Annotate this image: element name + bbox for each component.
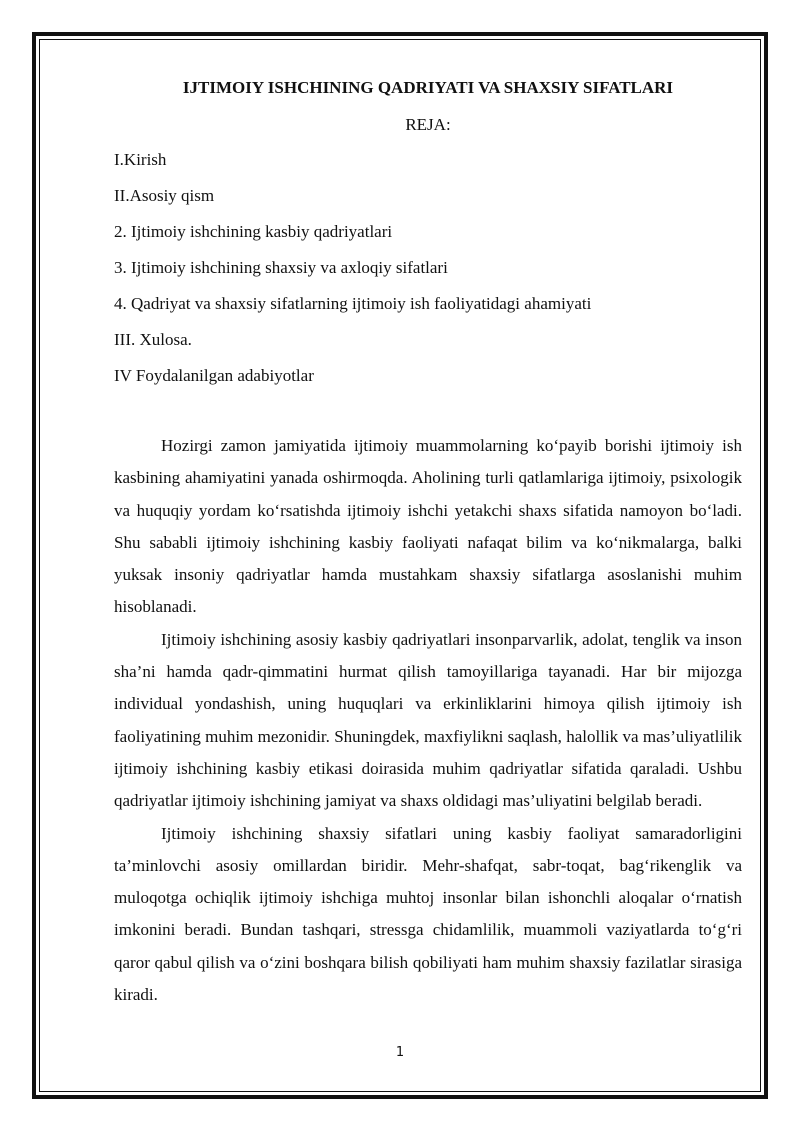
outline-item: II.Asosiy qism	[114, 186, 215, 205]
paragraph: Ijtimoiy ishchining asosiy kasbiy qadriyatlari insonparvarlik, adolat, tenglik va inson sha’ni hamda qadr-qimmatini hurmat qilish tamoyillariga tayanadi. Har bir mijozga individual yondashish, uning huquqlari va erkinliklarini himoya qilish ijtimoiy ish faoliyatining muhim mezonidir. Shuningdek, maxfiylikni saqlash, halollik va mas’uliyatlilik ijtimoiy ishchining kasbiy etikasi doirasida muhim qadriyatlar sifatida qaraladi. Ushbu qadriyatlar ijtimoiy ishchining jamiyat va shaxs oldidagi mas’uliyatini belgilab beradi.	[114, 629, 742, 811]
outline-item: 4. Qadriyat va shaxsiy sifatlarning ijtimoiy ish faoliyatidagi ahamiyati	[114, 294, 592, 313]
outline-item: III. Xulosa.	[114, 330, 192, 349]
paragraph: Hozirgi zamon jamiyatida ijtimoiy muammolarning ko‘payib borishi ijtimoiy ish kasbining ahamiyatini yanada oshirmoqda. Aholining turli qatlamlariga ijtimoiy, psixologik va huquqiy yordam ko‘rsatishda ijtimoiy ishchi yetakchi shaxs sifatida namoyon bo‘ladi. Shu sababli ijtimoiy ishchining kasbiy faoliyati nafaqat bilim va ko‘nikmalarga, balki yuksak insoniy qadriyatlar hamda mustahkam shaxsiy sifatlarga asoslanishi muhim hisoblanadi.	[114, 436, 742, 617]
paragraph: Ijtimoiy ishchining shaxsiy sifatlari uning kasbiy faoliyat samaradorligini ta’minlovchi asosiy omillardan biridir. Mehr-shafqat, sabr-toqat, bag‘rikenglik va muloqotga ochiqlik ijtimoiy ishchiga muhtoj insonlar bilan ishonchli aloqalar o‘rnatish imkonini beradi. Bundan tashqari, stressga chidamlilik, muammoli vaziyatlarda to‘g‘ri qaror qabul qilish va o‘zini boshqara bilish qobiliyati ham muhim shaxsiy fazilatlar sirasiga kiradi.	[114, 823, 742, 1005]
outline-item: 2. Ijtimoiy ishchining kasbiy qadriyatlari	[114, 222, 393, 241]
outline-item: 3. Ijtimoiy ishchining shaxsiy va axloqiy sifatlari	[114, 258, 448, 277]
document-title: IJTIMOIY ISHCHINING QADRIYATI VA SHAXSIY SIFATLARI	[182, 78, 674, 97]
plan-outline	[114, 146, 742, 398]
plan-heading: REJA:	[405, 115, 451, 134]
body-text	[114, 430, 742, 1011]
outline-item: IV Foydalanilgan adabiyotlar	[114, 366, 314, 385]
page-number: 1	[395, 1045, 405, 1060]
outline-item: I.Kirish	[114, 150, 167, 169]
